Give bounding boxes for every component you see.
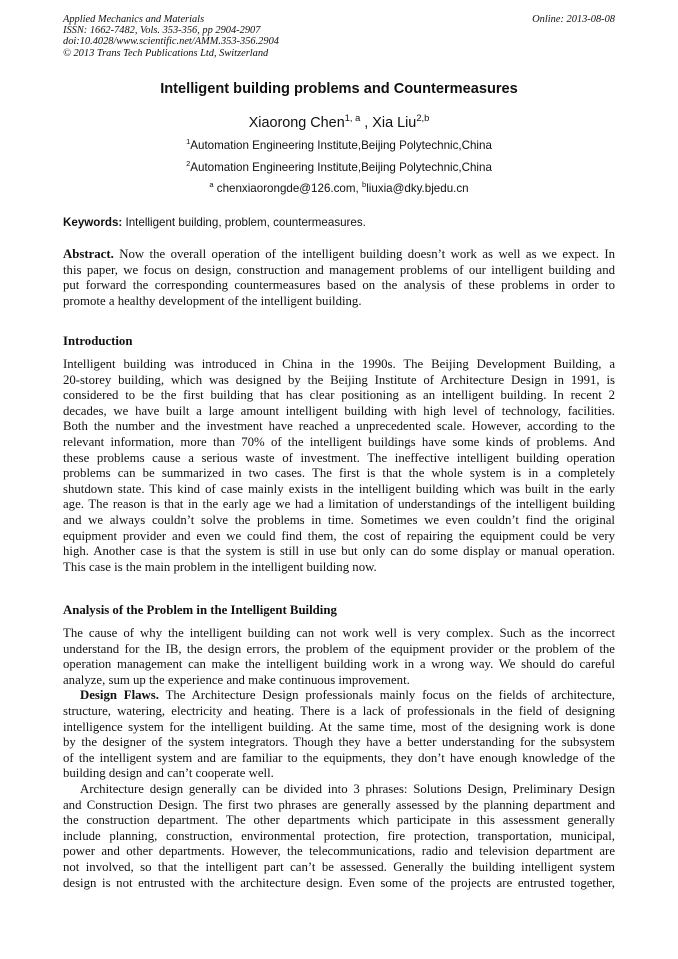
- body-line: Both the number and the investment have reached a unprecedented scale. However, according to the: [63, 419, 615, 434]
- body-line: Architecture design generally can be divided into 3 phrases: Solutions Design, Preliminary Design: [80, 781, 615, 796]
- paper-title: Intelligent building problems and Countermeasures: [160, 81, 518, 97]
- body-line: by the designer of the system integrators. Though they have a better understanding for the subsystem: [63, 735, 615, 750]
- body-line: Intelligent building was introduced in China in the 1990s. The Beijing Development Building, a: [63, 357, 615, 371]
- body-line: high. Another case is that the system is still in use but only can do some display or manual operation.: [63, 544, 615, 559]
- affiliation-superscript: 1: [186, 137, 191, 147]
- section-heading-introduction: Introduction: [63, 334, 133, 348]
- body-line: of the intelligent system and are familiar to the equipments, they don’t have enough knowledge of the: [63, 750, 615, 765]
- body-line: power and other departments. However, the telecommunications, radio and television department are: [63, 844, 615, 859]
- email-a: chenxiaorongde@126.com,: [213, 182, 362, 195]
- affiliation-2: [0, 161, 678, 174]
- body-line: and Construction Design. The first two phrases are generally assessed by the planning department and: [63, 797, 615, 812]
- body-line: the construction department. The other departments which participate in this assessment generally: [63, 813, 615, 828]
- abstract: [63, 247, 615, 309]
- body-line: considered to be the first building that has clear positioning as an intelligent building. In recent 2: [63, 388, 615, 403]
- body-line: problems can be summarized in two cases. The first is that the whole system is in a completely: [63, 466, 615, 481]
- email-superscript: a: [209, 180, 214, 190]
- body-line: This case is the main problem in the intelligent building now.: [63, 559, 377, 574]
- section-heading-analysis: Analysis of the Problem in the Intelligent Building: [63, 603, 337, 617]
- keywords: [63, 216, 615, 229]
- body-line: equipment provider and even we could find them, the cost of repairing the equipment could be very: [63, 528, 615, 543]
- doi-line: doi:10.4028/www.scientific.net/AMM.353-356.2904: [63, 36, 279, 48]
- keywords-text: Intelligent building, problem, countermeasures.: [122, 216, 366, 229]
- design-flaws-line: Design Flaws. The Architecture Design professionals mainly focus on the fields of architecture,: [80, 688, 615, 703]
- body-line: shutdown state. This kind of case mainly exists in the intelligent building which was built in the early: [63, 481, 615, 496]
- affiliation-superscript: 2: [186, 159, 191, 169]
- affiliation-text: Automation Engineering Institute,Beijing Polytechnic,China: [190, 161, 492, 174]
- introduction-body: [63, 357, 615, 575]
- body-line: not involved, so that the intelligent part can’t be assessed. Generally the building intelligent system: [63, 859, 615, 874]
- design-flaws-label: Design Flaws.: [80, 688, 159, 703]
- abstract-line: promote a healthy development of the intelligent building.: [63, 293, 362, 308]
- body-line: include planning, construction, environmental protection, fire protection, transportation, municipal,: [63, 828, 615, 843]
- author-name: Xia Liu: [372, 115, 417, 131]
- author-separator: ,: [360, 115, 373, 131]
- abstract-line: this paper, we focus on design, construction and management problems of our intelligent building and: [63, 262, 615, 277]
- author-superscript: 1, a: [344, 113, 361, 124]
- running-header: [63, 14, 615, 59]
- issn-line: ISSN: 1662-7482, Vols. 353-356, pp 2904-2907: [63, 25, 261, 37]
- body-line: operation management can make the intelligent building work in a wrong way. We should do careful: [63, 657, 615, 672]
- email-superscript: b: [361, 180, 367, 190]
- body-line: these problems cause a serious waste of investment. The ineffective intelligent building operation: [63, 450, 615, 465]
- body-line: design is not entrusted with the architecture design. Even some of the projects are entrusted together,: [63, 875, 615, 890]
- email-b: liuxia@dky.bjedu.cn: [366, 182, 469, 195]
- copyright-line: © 2013 Trans Tech Publications Ltd, Switzerland: [63, 47, 269, 59]
- body-line: 20-storey building, which was designed by the Beijing Institute of Architecture Design in 1991, is: [63, 372, 615, 387]
- abstract-label: Abstract.: [63, 247, 114, 261]
- affiliation-1: [0, 139, 678, 152]
- body-line: The cause of why the intelligent building can not work well is very complex. Such as the incorrect: [63, 626, 615, 640]
- analysis-body: [63, 626, 615, 891]
- keywords-label: Keywords:: [63, 216, 123, 229]
- abstract-line: Abstract. Now the overall operation of the intelligent building doesn’t work as well as we expect. In: [63, 247, 615, 261]
- body-line: and we always couldn’t solve the problems in time. Sometimes we even couldn’t find the original: [63, 512, 615, 527]
- body-line: building design and can’t cooperate well.: [63, 766, 274, 781]
- abstract-line: put forward the corresponding countermeasures based on the analysis of these problems in order to: [63, 278, 615, 293]
- body-line: relevant information, more than 70% of the intelligent buildings have some kinds of problems. And: [63, 434, 615, 449]
- affiliation-text: Automation Engineering Institute,Beijing Polytechnic,China: [190, 139, 492, 152]
- body-line: intelligence system for the intelligent building. At the same time, most of the designing work is done: [63, 719, 615, 734]
- body-line: age. The reason is that in the early age we had a limitation of understandings of the intelligent building: [63, 497, 615, 512]
- online-date: Online: 2013-08-08: [532, 14, 615, 25]
- email-line: [0, 182, 678, 195]
- body-line: structure, watering, electricity and heating. There is a lack of professionals in the field of designing: [63, 703, 615, 718]
- author-superscript: 2,b: [416, 113, 430, 124]
- journal-name: Applied Mechanics and Materials: [63, 14, 205, 25]
- body-line: analyze, sum up the experience and make continuous improvement.: [63, 672, 410, 687]
- author-line: [0, 115, 678, 131]
- author-name: Xiaorong Chen: [248, 115, 345, 131]
- body-line: understand for the IB, the design errors, the problem of the equipment provider or the problem of the: [63, 641, 615, 656]
- body-line: decades, we have built a large amount intelligent building with high level of technology, facilities.: [63, 403, 615, 418]
